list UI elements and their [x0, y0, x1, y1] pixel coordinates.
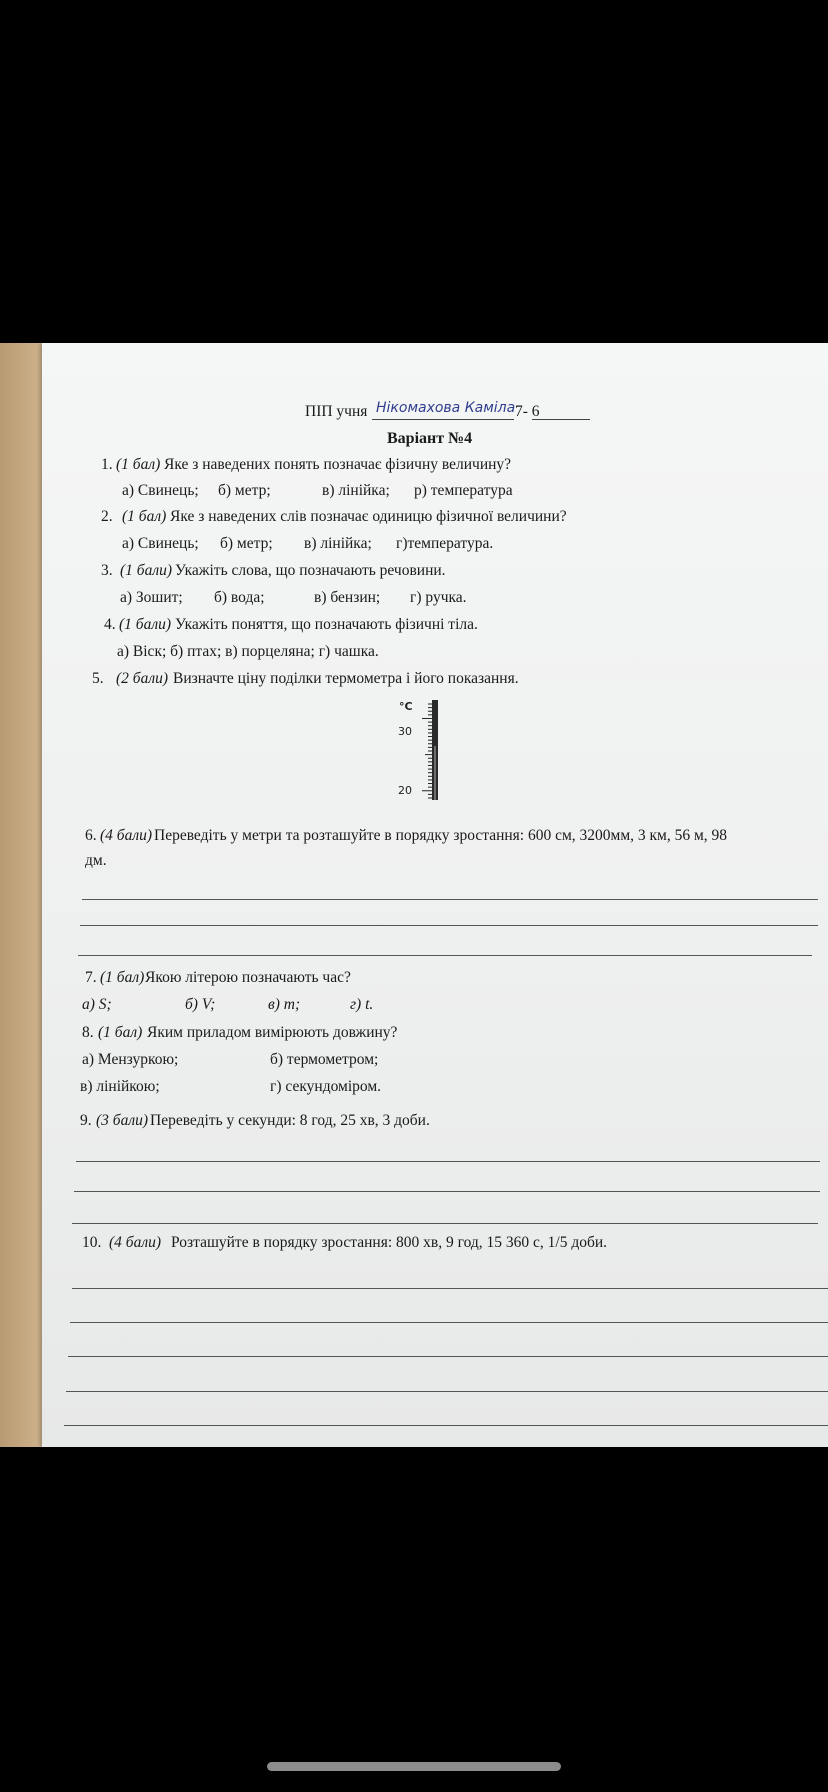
q10-answer-line-4[interactable]: [66, 1391, 828, 1392]
thermometer-unit: °C: [399, 700, 413, 713]
thermometer-scale: [422, 704, 432, 798]
q8-points: (1 бал): [98, 1024, 143, 1041]
thermometer-image: [394, 698, 454, 804]
q4-text: Укажіть поняття, що позначають фізичні тіла.: [175, 616, 478, 633]
q8-number: 8.: [82, 1024, 94, 1041]
q1-number: 1.: [101, 456, 113, 473]
q10-answer-line-2[interactable]: [70, 1322, 828, 1323]
q6-points: (4 бали): [100, 827, 153, 844]
variant-title: Варіант №4: [387, 430, 473, 447]
q7-option-b: б) V;: [185, 996, 216, 1013]
q9-text: Переведіть у секунди: 8 год, 25 хв, 3 доби.: [150, 1112, 430, 1129]
q9-answer-line-3[interactable]: [72, 1223, 818, 1224]
q5-number: 5.: [92, 670, 104, 687]
q2-option-b: б) метр;: [220, 535, 273, 552]
q10-answer-line-1[interactable]: [72, 1288, 828, 1289]
q10-answer-line-5[interactable]: [64, 1425, 828, 1426]
photo-background: [0, 343, 828, 1447]
q10-points: (4 бали): [109, 1234, 162, 1251]
q5-text: Визначте ціну поділки термометра і його показання.: [173, 670, 519, 687]
q3-text: Укажіть слова, що позначають речовини.: [175, 562, 446, 579]
thermometer-label-30: 30: [398, 725, 412, 738]
q8-option-d: г) секундоміром.: [270, 1078, 382, 1095]
q6-number: 6.: [85, 827, 97, 844]
q1-option-d: р) температура: [414, 482, 513, 499]
q7-text: Якою літерою позначають час?: [145, 969, 351, 986]
q1-points: (1 бал): [116, 456, 161, 473]
q1-text: Яке з наведених понять позначає фізичну величину?: [164, 456, 512, 473]
q2-text: Яке з наведених слів позначає одиницю фізичної величини?: [170, 508, 567, 525]
q6-answer-line-3[interactable]: [78, 955, 812, 956]
q4-points: (1 бали): [119, 616, 172, 633]
q2-option-d: г)температура.: [396, 535, 494, 552]
q1-option-a: а) Свинець;: [122, 482, 199, 499]
q2-points: (1 бал): [122, 508, 167, 525]
q2-option-a: а) Свинець;: [122, 535, 199, 552]
q3-option-b: б) вода;: [214, 589, 265, 606]
q6-answer-line-1[interactable]: [82, 899, 818, 900]
q6-answer-line-2[interactable]: [80, 925, 818, 926]
worksheet-page: [42, 343, 828, 1447]
q6-text-continued: дм.: [85, 852, 107, 869]
q3-option-c: в) бензин;: [314, 589, 381, 606]
q2-number: 2.: [101, 508, 113, 525]
student-name-handwritten: Нікомахова Каміла: [376, 400, 516, 416]
q1-option-b: б) метр;: [218, 482, 271, 499]
q4-number: 4.: [104, 616, 116, 633]
q9-number: 9.: [80, 1112, 92, 1129]
q7-option-d: г) t.: [350, 996, 374, 1013]
q2-option-c: в) лінійка;: [304, 535, 372, 552]
q3-option-a: а) Зошит;: [120, 589, 183, 606]
home-indicator[interactable]: [267, 1762, 561, 1771]
q8-text: Яким приладом вимірюють довжину?: [147, 1024, 398, 1041]
q1-option-c: в) лінійка;: [322, 482, 390, 499]
q4-options: а) Віск; б) птах; в) порцеляна; г) чашка.: [117, 643, 379, 660]
thermometer-label-20: 20: [398, 784, 412, 797]
q9-answer-line-1[interactable]: [76, 1161, 820, 1162]
name-underline: [372, 419, 514, 420]
q10-text: Розташуйте в порядку зростання: 800 хв, 9 год, 15 360 с, 1/5 доби.: [171, 1234, 608, 1251]
class-underline: [532, 419, 590, 420]
thermometer-liquid: [434, 746, 436, 800]
q8-option-b: б) термометром;: [270, 1051, 379, 1068]
q7-number: 7.: [85, 969, 97, 986]
q8-option-c: в) лінійкою;: [80, 1078, 160, 1095]
q5-points: (2 бали): [116, 670, 169, 687]
q6-text: Переведіть у метри та розташуйте в порядку зростання: 600 см, 3200мм, 3 км, 56 м, 98: [154, 827, 728, 844]
q7-points: (1 бал): [100, 969, 145, 986]
q3-points: (1 бали): [120, 562, 173, 579]
q3-number: 3.: [101, 562, 113, 579]
q7-option-c: в) m;: [268, 996, 301, 1013]
q9-answer-line-2[interactable]: [74, 1191, 820, 1192]
class-label: 7- 6: [515, 403, 540, 420]
q10-number: 10.: [82, 1234, 102, 1251]
q9-points: (3 бали): [96, 1112, 149, 1129]
q8-option-a: а) Мензуркою;: [82, 1051, 179, 1068]
q7-option-a: а) S;: [82, 996, 112, 1013]
student-label: ПІП учня: [305, 403, 368, 420]
q3-option-d: г) ручка.: [410, 589, 467, 606]
q10-answer-line-3[interactable]: [68, 1356, 828, 1357]
